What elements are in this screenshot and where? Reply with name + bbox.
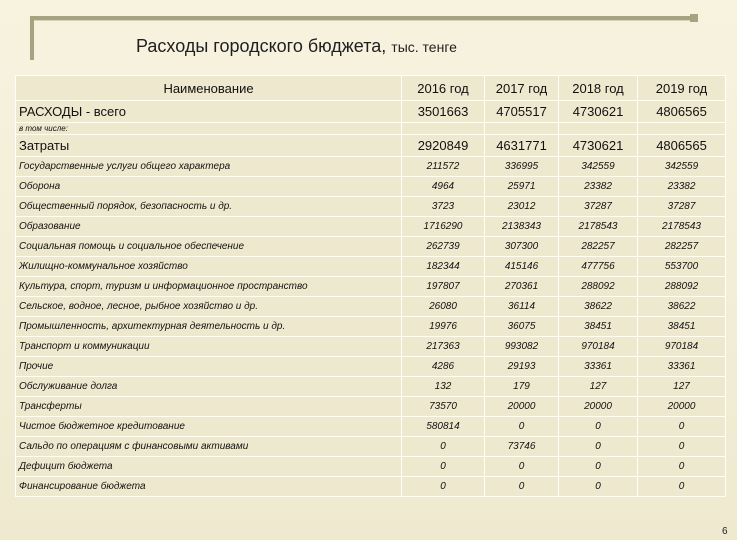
row-name: Прочие [16, 357, 402, 377]
frame-top-line [30, 16, 694, 20]
budget-table [15, 75, 726, 497]
value-2018 [559, 123, 638, 135]
row-name: Финансирование бюджета [16, 477, 402, 497]
value-2018: 4730621 [559, 135, 638, 157]
table-row [16, 377, 726, 397]
value-2016: 4286 [402, 357, 485, 377]
value-2017: 20000 [485, 397, 559, 417]
row-name: Промышленность, архитектурная деятельность и др. [16, 317, 402, 337]
table-row [16, 101, 726, 123]
value-2017: 4631771 [485, 135, 559, 157]
value-2016: 197807 [402, 277, 485, 297]
value-2016: 211572 [402, 157, 485, 177]
value-2017: 2138343 [485, 217, 559, 237]
table-row [16, 257, 726, 277]
value-2016: 1716290 [402, 217, 485, 237]
value-2017: 36114 [485, 297, 559, 317]
frame-corner-square [690, 14, 698, 22]
value-2019: 33361 [638, 357, 726, 377]
table-row [16, 237, 726, 257]
row-name: Транспорт и коммуникации [16, 337, 402, 357]
value-2017: 270361 [485, 277, 559, 297]
title-unit: тыс. тенге [391, 39, 457, 55]
value-2018: 33361 [559, 357, 638, 377]
value-2018: 20000 [559, 397, 638, 417]
title-main: Расходы городского бюджета, [136, 36, 387, 56]
table-row [16, 157, 726, 177]
value-2018: 288092 [559, 277, 638, 297]
value-2017: 0 [485, 457, 559, 477]
table-row [16, 337, 726, 357]
value-2018: 4730621 [559, 101, 638, 123]
page-number: 6 [722, 526, 728, 537]
row-name: в том числе: [16, 123, 402, 135]
row-name: Трансферты [16, 397, 402, 417]
table-row [16, 277, 726, 297]
table-row [16, 177, 726, 197]
value-2017: 4705517 [485, 101, 559, 123]
value-2016: 0 [402, 477, 485, 497]
value-2018: 0 [559, 477, 638, 497]
value-2016: 182344 [402, 257, 485, 277]
value-2017: 73746 [485, 437, 559, 457]
value-2019: 2178543 [638, 217, 726, 237]
table-row [16, 197, 726, 217]
table-header-row [16, 76, 726, 101]
value-2018: 0 [559, 437, 638, 457]
value-2016: 132 [402, 377, 485, 397]
value-2018: 127 [559, 377, 638, 397]
value-2018: 282257 [559, 237, 638, 257]
header-name: Наименование [16, 76, 402, 101]
row-name: Оборона [16, 177, 402, 197]
value-2016: 262739 [402, 237, 485, 257]
value-2016: 26080 [402, 297, 485, 317]
value-2016: 580814 [402, 417, 485, 437]
table-row [16, 217, 726, 237]
value-2016: 2920849 [402, 135, 485, 157]
value-2016: 3501663 [402, 101, 485, 123]
table-row [16, 123, 726, 135]
frame-left-line [30, 16, 34, 60]
table-row [16, 297, 726, 317]
row-name: Сальдо по операциям с финансовыми активами [16, 437, 402, 457]
value-2017: 307300 [485, 237, 559, 257]
value-2019: 4806565 [638, 135, 726, 157]
value-2019: 4806565 [638, 101, 726, 123]
value-2019: 288092 [638, 277, 726, 297]
value-2018: 38622 [559, 297, 638, 317]
table-row [16, 357, 726, 377]
value-2018: 37287 [559, 197, 638, 217]
row-name: Обслуживание долга [16, 377, 402, 397]
value-2019: 0 [638, 457, 726, 477]
row-name: Сельское, водное, лесное, рыбное хозяйство и др. [16, 297, 402, 317]
value-2016: 4964 [402, 177, 485, 197]
value-2019: 342559 [638, 157, 726, 177]
value-2019: 37287 [638, 197, 726, 217]
value-2017: 0 [485, 477, 559, 497]
value-2017: 336995 [485, 157, 559, 177]
row-name: Затраты [16, 135, 402, 157]
header-2017: 2017 год [485, 76, 559, 101]
row-name: Государственные услуги общего характера [16, 157, 402, 177]
value-2018: 0 [559, 417, 638, 437]
value-2017: 993082 [485, 337, 559, 357]
header-2016: 2016 год [402, 76, 485, 101]
row-name: Культура, спорт, туризм и информационное пространство [16, 277, 402, 297]
value-2017: 23012 [485, 197, 559, 217]
value-2018: 0 [559, 457, 638, 477]
value-2018: 38451 [559, 317, 638, 337]
row-name: Чистое бюджетное кредитование [16, 417, 402, 437]
value-2016: 0 [402, 457, 485, 477]
value-2018: 23382 [559, 177, 638, 197]
value-2017: 179 [485, 377, 559, 397]
value-2016 [402, 123, 485, 135]
table-row [16, 437, 726, 457]
value-2018: 2178543 [559, 217, 638, 237]
value-2016: 217363 [402, 337, 485, 357]
row-name: Жилищно-коммунальное хозяйство [16, 257, 402, 277]
page-title [136, 36, 696, 57]
table-row [16, 135, 726, 157]
table-row [16, 317, 726, 337]
value-2017: 29193 [485, 357, 559, 377]
value-2019: 0 [638, 437, 726, 457]
header-2019: 2019 год [638, 76, 726, 101]
row-name: Социальная помощь и социальное обеспечение [16, 237, 402, 257]
table-row [16, 477, 726, 497]
value-2019: 553700 [638, 257, 726, 277]
value-2019: 38451 [638, 317, 726, 337]
value-2019: 970184 [638, 337, 726, 357]
row-name: Общественный порядок, безопасность и др. [16, 197, 402, 217]
value-2016: 0 [402, 437, 485, 457]
table-row [16, 397, 726, 417]
value-2016: 19976 [402, 317, 485, 337]
value-2019: 0 [638, 477, 726, 497]
header-2018: 2018 год [559, 76, 638, 101]
value-2019: 38622 [638, 297, 726, 317]
value-2019 [638, 123, 726, 135]
value-2017: 415146 [485, 257, 559, 277]
value-2017: 36075 [485, 317, 559, 337]
value-2017: 25971 [485, 177, 559, 197]
value-2019: 127 [638, 377, 726, 397]
value-2017: 0 [485, 417, 559, 437]
value-2017 [485, 123, 559, 135]
value-2019: 0 [638, 417, 726, 437]
value-2019: 23382 [638, 177, 726, 197]
value-2019: 282257 [638, 237, 726, 257]
value-2019: 20000 [638, 397, 726, 417]
value-2018: 970184 [559, 337, 638, 357]
value-2018: 477756 [559, 257, 638, 277]
value-2016: 3723 [402, 197, 485, 217]
row-name: РАСХОДЫ - всего [16, 101, 402, 123]
table-row [16, 417, 726, 437]
table-row [16, 457, 726, 477]
value-2016: 73570 [402, 397, 485, 417]
value-2018: 342559 [559, 157, 638, 177]
row-name: Образование [16, 217, 402, 237]
row-name: Дефицит бюджета [16, 457, 402, 477]
